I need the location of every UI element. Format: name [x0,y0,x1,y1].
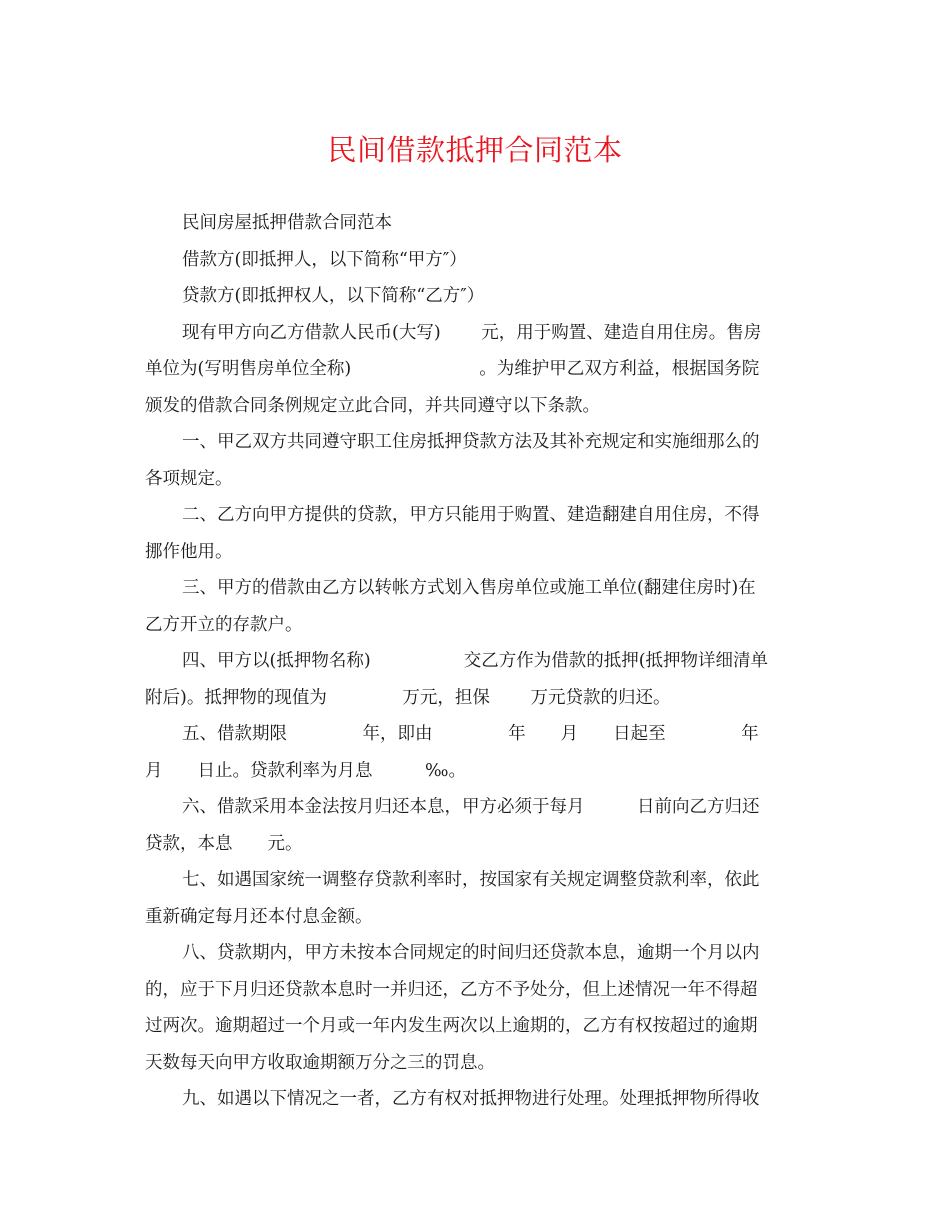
body-line: 民间房屋抵押借款合同范本 [182,213,392,233]
body-line: 月 日止。贷款利率为月息 ‰。 [145,760,466,781]
body-line: 贷款方(即抵押权人，以下简称“乙方″） [182,286,485,306]
body-line: 挪作他用。 [145,541,233,562]
body-line: 五、借款期限 年，即由 年 月 日起至 年 [182,724,759,744]
body-line: 颁发的借款合同条例规定立此合同，并共同遵守以下条款。 [145,395,600,416]
body-line: 单位为(写明售房单位全称) 。为维护甲乙双方利益，根据国务院 [145,359,760,379]
body-line: 各项规定。 [145,468,233,489]
body-line: 附后)。抵押物的现值为 万元，担保 万元贷款的归还。 [145,687,671,708]
body-line: 乙方开立的存款户。 [145,614,303,635]
body-line: 六、借款采用本金法按月归还本息，甲方必须于每月 日前向乙方归还 [182,797,760,817]
body-line: 的，应于下月归还贷款本息时一并归还，乙方不予处分，但上述情况一年不得超 [145,979,758,1000]
body-line: 七、如遇国家统一调整存贷款利率时，按国家有关规定调整贷款利率，依此 [182,870,760,890]
body-line: 九、如遇以下情况之一者，乙方有权对抵押物进行处理。处理抵押物所得收 [182,1089,760,1109]
body-line: 借款方(即抵押人，以下简称“甲方″） [182,249,467,270]
body-line: 过两次。逾期超过一个月或一年内发生两次以上逾期的，乙方有权按超过的逾期 [145,1016,758,1036]
document-title: 民间借款抵押合同范本 [327,133,623,167]
body-line: 三、甲方的借款由乙方以转帐方式划入售房单位或施工单位(翻建住房时)在 [182,578,756,598]
body-line: 贷款，本息 元。 [145,833,303,854]
body-line: 四、甲方以(抵押物名称) 交乙方作为借款的抵押(抵押物详细清单 [182,651,769,671]
body-line: 二、乙方向甲方提供的贷款，甲方只能用于购置、建造翻建自用住房，不得 [182,505,760,525]
body-line: 重新确定每月还本付息金额。 [145,906,373,927]
body-line: 八、贷款期内，甲方未按本合同规定的时间归还贷款本息，逾期一个月以内 [182,943,760,963]
body-line: 现有甲方向乙方借款人民币(大写) 元，用于购置、建造自用住房。售房 [182,322,762,343]
document-body [145,205,807,1118]
body-line: 一、甲乙双方共同遵守职工住房抵押贷款方法及其补充规定和实施细那么的 [182,432,760,452]
body-line: 天数每天向甲方收取逾期额万分之三的罚息。 [145,1052,495,1073]
